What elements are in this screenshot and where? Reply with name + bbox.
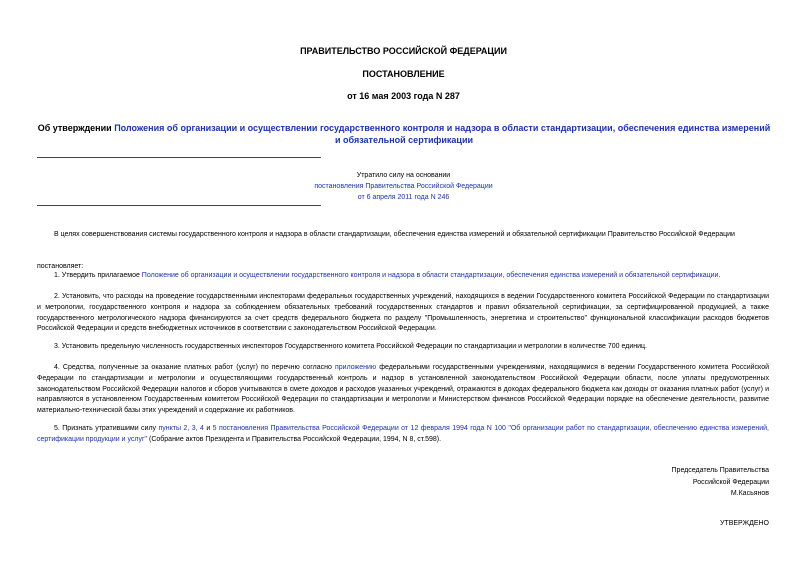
document-title <box>36 122 772 146</box>
top-divider <box>37 157 321 158</box>
item-4-prefix: 4. Средства, полученные за оказание платных работ (услуг) по перечню согласно <box>54 364 335 371</box>
signature-line-1: Председатель Правительства <box>671 467 769 474</box>
document-type: ПОСТАНОВЛЕНИЕ <box>362 69 445 79</box>
annulled-note <box>0 170 807 203</box>
item-1-link[interactable]: Положение об организации и осуществлении государственного контроля и надзора в области стандартизации, обеспечения единства измерений и обязательной сертификации <box>141 272 719 279</box>
government-heading: ПРАВИТЕЛЬСТВО РОССИЙСКОЙ ФЕДЕРАЦИИ <box>300 46 507 56</box>
item-4-suffix: федеральными государственными учреждениями, находящимися в ведении Государственного комитета Российской Федерации по стандартизации и метрологии и осуществляющими государственный контроль и надзор в установленной законодательством Российской Федерации области, после уплаты предусмотренных законодательством Российской Федерации налогов и сборов учитываются в смете доходов и расходов указанных учреждений, отражаются в доходах федерального бюджета как доходы от оказания платных работ (услуг) и направляются в установленном Государственным комитетом Российской Федерации по стандартизации и метрологии и Министерством финансов Российской Федерации порядке на обеспечение деятельности, развитие материально-технической базы этих учреждений и содержание их работников. <box>37 364 769 415</box>
signature-line-3: М.Касьянов <box>730 490 769 497</box>
title-prefix: Об утверждении <box>37 123 115 133</box>
item-5-link-1[interactable]: пункты 2, 3, 4 <box>158 425 204 432</box>
annulled-line-1: Утратило силу на основании <box>356 172 451 179</box>
item-1-prefix: 1. Утвердить прилагаемое <box>54 272 142 279</box>
item-5 <box>37 424 769 446</box>
item-4 <box>37 363 769 417</box>
item-5-link-2[interactable]: 5 постановления Правительства Российской Федерации от 12 февраля 1994 года N 100 "Об организации работ по стандартизации, обеспечению единства измерений, сертификации продукции и услуг" <box>37 425 769 443</box>
item-1 <box>37 271 769 282</box>
preamble: В целях совершенствования системы государственного контроля и надзора в области стандартизации, обеспечения единства измерений и обязательной сертификации Правительство Российской Федерации <box>54 231 735 238</box>
item-5-prefix: 5. Признать утратившими силу <box>54 425 159 432</box>
item-5-mid: и <box>203 425 213 432</box>
item-4-link[interactable]: приложению <box>334 364 377 371</box>
signature-line-2: Российской Федерации <box>692 478 769 486</box>
item-1-suffix: . <box>718 272 721 279</box>
decree-word: постановляет: <box>37 263 84 270</box>
bottom-divider <box>37 205 321 206</box>
signature-block <box>569 465 769 500</box>
approved-label: УТВЕРЖДЕНО <box>719 520 769 527</box>
annulled-link-line-2[interactable]: постановления Правительства Российской Федерации <box>314 183 493 190</box>
item-5-suffix: (Собрание актов Президента и Правительства Российской Федерации, 1994, N 8, ст.598). <box>147 435 442 443</box>
document-date-number: от 16 мая 2003 года N 287 <box>347 91 460 101</box>
item-3: 3. Установить предельную численность государственных инспекторов Государственного комитета Российской Федерации по стандартизации и метрологии в количестве 700 единиц. <box>54 343 647 350</box>
annulled-link-line-3[interactable]: от 6 апреля 2011 года N 246 <box>357 194 450 201</box>
title-link[interactable]: Положения об организации и осуществлении государственного контроля и надзора в области стандартизации, обеспечения единства измерений и обязательной сертификации <box>114 123 771 145</box>
item-2: 2. Установить, что расходы на проведение государственными инспекторами федеральных государственных учреждений, находящихся в ведении Государственного комитета Российской Федерации по стандартизации и метрологии, государственного контроля и надзора за соблюдением обязательных требований государственных стандартов и правил обязательной сертификации, за сертифицированной продукцией, а также государственного метрологического надзора финансируются за счет средств федерального бюджета по разделу "Промышленность, энергетика и строительство" функциональной классификации расходов бюджетов Российской Федерации и средств внебюджетных источников в соответствии с законодательством Российской Федерации. <box>37 293 769 333</box>
